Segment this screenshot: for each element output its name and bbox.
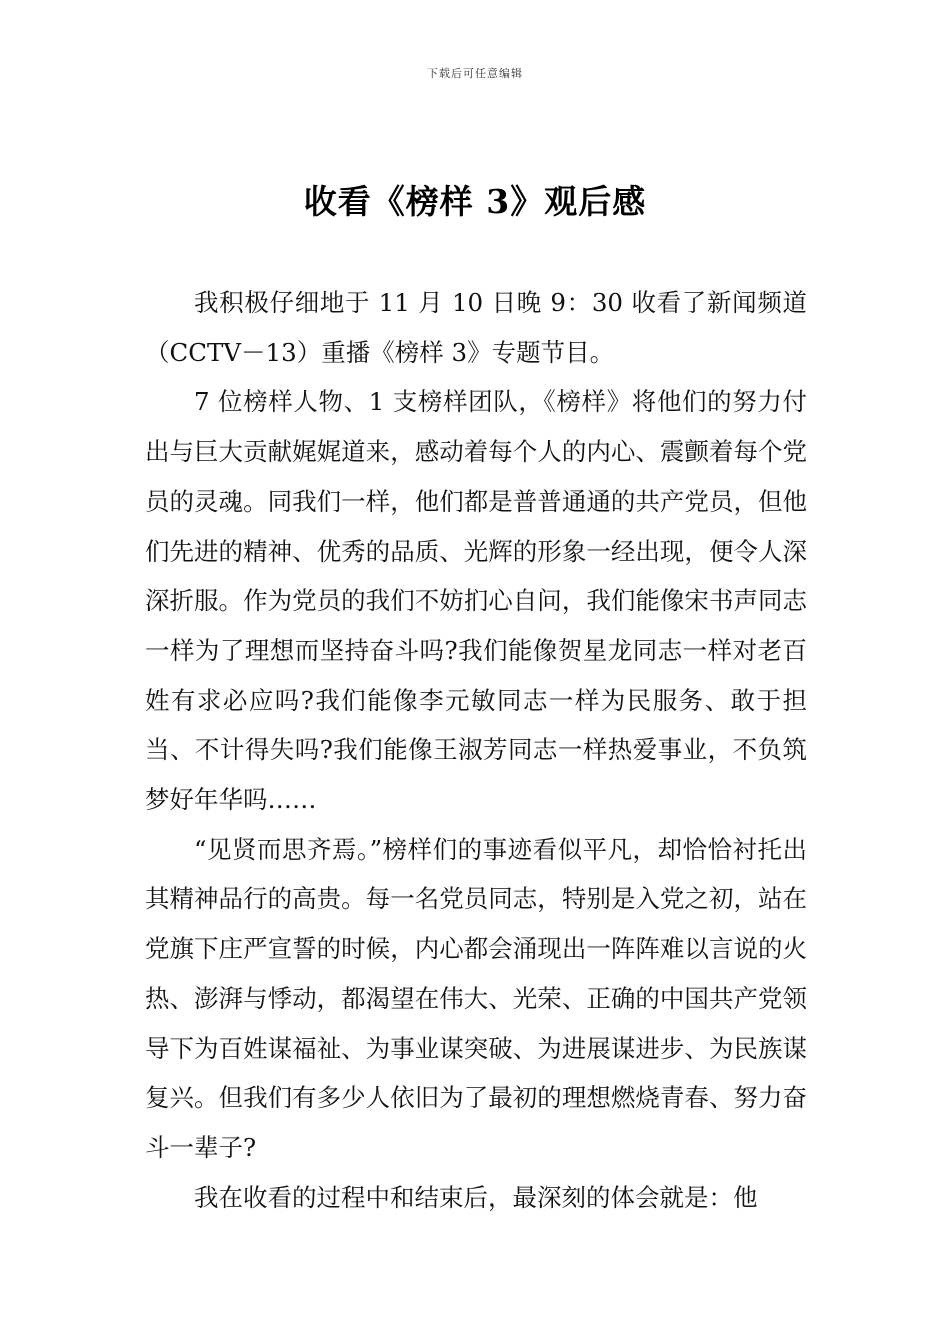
- paragraph-3: “见贤而思齐焉。”榜样们的事迹看似平凡，却恰恰衬托出其精神品行的高贵。每一名党员同志，特别是入党之初，站在党旗下庄严宣誓的时候，内心都会涌现出一阵阵难以言说的火热、澎湃与悸动，都渴望在伟大、光荣、正确的中国共产党领导下为百姓谋福祉、为事业谋突破、为进展谋进步、为民族谋复兴。但我们有多少人依旧为了最初的理想燃烧青春、努力奋斗一辈子?: [145, 834, 807, 1162]
- paragraph-4: 我在收看的过程中和结束后，最深刻的体会就是：他: [194, 1182, 758, 1212]
- document-body: [145, 278, 807, 1222]
- paragraph-2: 7 位榜样人物、1 支榜样团队，《榜样》将他们的努力付出与巨大贡献娓娓道来，感动着每个人的内心、震颤着每个党员的灵魂。同我们一样，他们都是普普通通的共产党员，但他们先进的精神、优秀的品质、光辉的形象一经出现，便令人深深折服。作为党员的我们不妨扪心自问，我们能像宋书声同志一样为了理想而坚持奋斗吗?我们能像贺星龙同志一样对老百姓有求必应吗?我们能像李元敏同志一样为民服务、敢于担当、不计得失吗?我们能像王淑芳同志一样热爱事业，不负筑梦好年华吗……: [145, 387, 807, 815]
- document-title: 收看《榜样 3》观后感: [303, 182, 647, 221]
- paragraph-1: 我积极仔细地于 11 月 10 日晚 9：30 收看了新闻频道（CCTV－13）重播《榜样 3》专题节目。: [145, 288, 807, 367]
- header-note: 下载后可任意编辑: [427, 67, 523, 80]
